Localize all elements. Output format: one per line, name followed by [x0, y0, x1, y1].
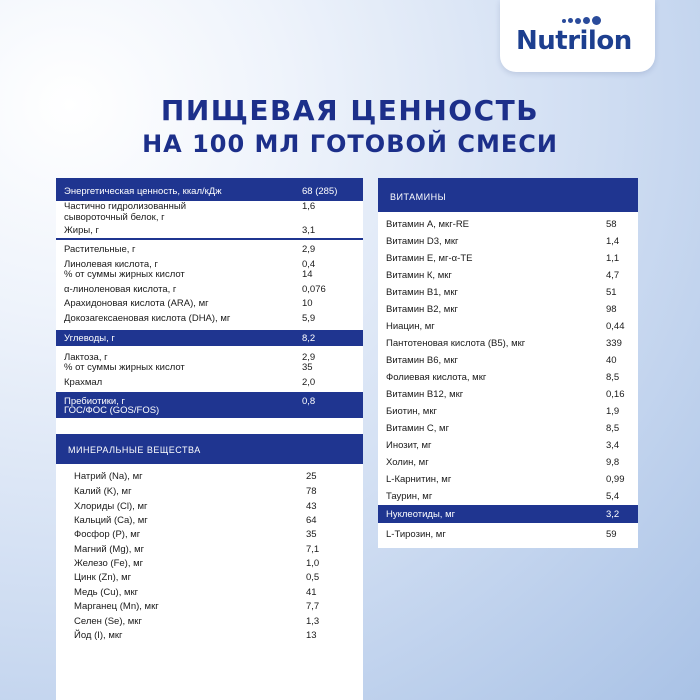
table-row: Пребиотики, г 0,8 ГОС/ФОС (GOS/FOS): [56, 392, 363, 418]
table-row: Углеводы, г 8,2: [56, 330, 363, 346]
nutrition-table: Энергетическая ценность, ккал/кДж 68 (285) Частично гидролизованный 1,6 сывороточный белок, г Жиры, г 3,1 Растительные, г 2,9 Линолевая кислота, г 0,4 % от суммы жирных кислот 14 α-линоленовая кислота, г 0,076 Арахидоновая кислота (ARA), мг 10 Докозагексаеновая кислота (DHA), мг 5,9 Углеводы, г 8,2 Лактоза, г 2,9 % от суммы жирных кислот 35 Крахмал 2,0 Пребиотики, г 0,8 ГОС/ФОС (GOS/FOS) МИНЕРАЛЬНЫЕ ВЕЩЕСТВА Натрий (Na), мг 25 Калий (K), мг 78 Хлориды (Cl), мг 43 Кальций (Ca), мг 64 Фосфор (P), мг 35 Магний (Mg), мг 7,1 Железо (Fe), мг 1,0 Цинк (Zn), мг 0,5 Медь (Cu), мкг 41 Марганец (Mn), мкг 7,7 Селен (Se), мкг 1,3 Йод (I), мкг 13: [56, 178, 363, 700]
brand-logo: [500, 0, 655, 72]
minerals-header: МИНЕРАЛЬНЫЕ ВЕЩЕСТВА: [56, 434, 363, 464]
list-item: Нуклеотиды, мг 3,2: [378, 505, 638, 523]
table-row: Энергетическая ценность, ккал/кДж 68 (285): [56, 178, 363, 201]
vitamins-table: ВИТАМИНЫ Витамин А, мкг-RE 58 Витамин D3, мкг 1,4 Витамин Е, мг-α-ТЕ 1,1 Витамин К, мкг 4,7 Витамин В1, мкг 51 Витамин В2, мкг 98 Ниацин, мг 0,44 Пантотеновая кислота (В5), мкг 339 Витамин В6, мкг 40 Фолиевая кислота, мкг 8,5 Витамин В12, мкг 0,16 Биотин, мкг 1,9 Витамин С, мг 8,5 Инозит, мг 3,4 Холин, мг 9,8 L-Карнитин, мг 0,99 Таурин, мг 5,4 Нуклеотиды, мг 3,2 L-Тирозин, мг 59: [378, 178, 638, 548]
vitamins-header: ВИТАМИНЫ: [378, 178, 638, 212]
page-title: ПИЩЕВАЯ ЦЕННОСТЬ: [160, 94, 540, 127]
divider: [56, 238, 363, 240]
logo-text: Nutrilon: [516, 26, 632, 56]
page-subtitle: НА 100 МЛ ГОТОВОЙ СМЕСИ: [142, 130, 558, 158]
